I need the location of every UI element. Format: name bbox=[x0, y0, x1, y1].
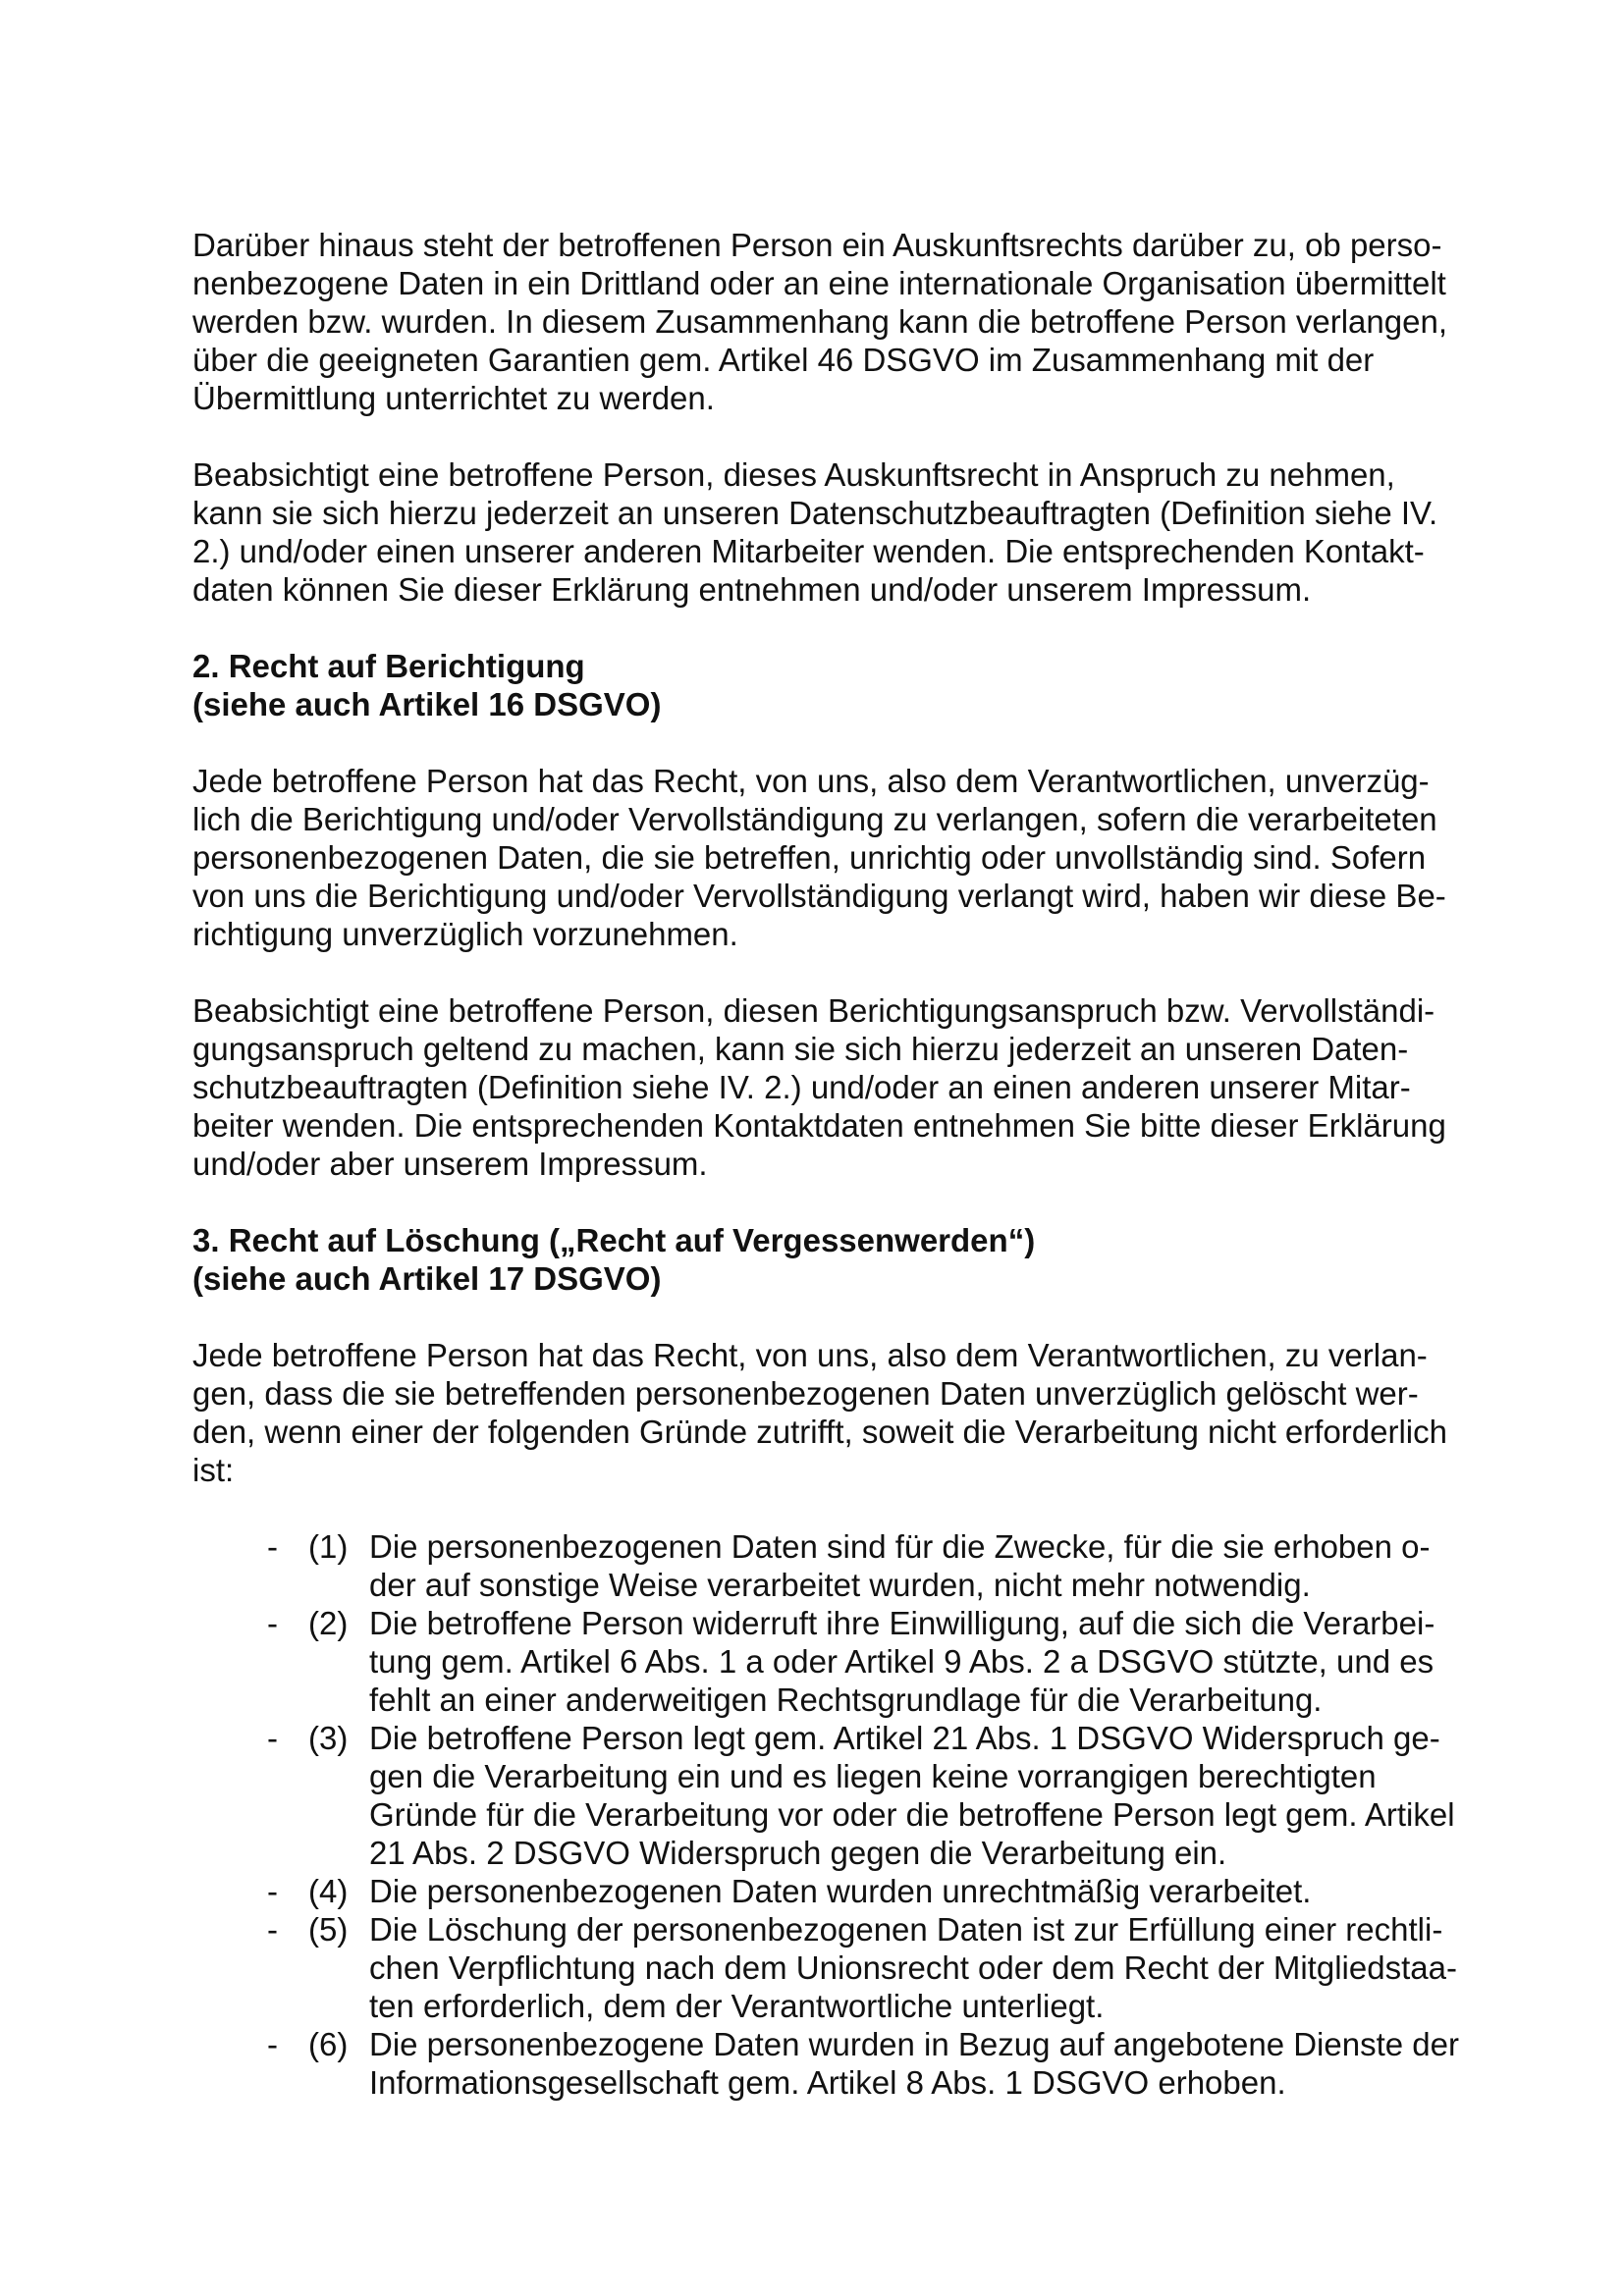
list-item-text bbox=[369, 2025, 1459, 2102]
list-dash: - bbox=[267, 1911, 278, 1948]
list-dash: - bbox=[267, 1528, 278, 1565]
list-number: (1) bbox=[308, 1528, 349, 1565]
text-line: über die geeigneten Garantien gem. Artikel 46 DSGVO im Zusammenhang mit der bbox=[192, 342, 1375, 378]
list-item-text bbox=[369, 1719, 1455, 1872]
text-line: Die personenbezogenen Daten sind für die Zwecke, für die sie erhoben o- bbox=[369, 1528, 1431, 1565]
text-line: kann sie sich hierzu jederzeit an unseren Datenschutzbeauftragten (Definition siehe IV. bbox=[192, 495, 1438, 531]
list-dash: - bbox=[267, 2026, 278, 2062]
text-line: lich die Berichtigung und/oder Vervollständigung zu verlangen, sofern die verarbeiteten bbox=[192, 801, 1437, 837]
text-line: schutzbeauftragten (Definition siehe IV. 2.) und/oder an einen anderen unserer Mitar- bbox=[192, 1069, 1411, 1105]
text-line: ist: bbox=[192, 1452, 235, 1488]
text-line: Jede betroffene Person hat das Recht, von uns, also dem Verantwortlichen, zu verlan- bbox=[192, 1337, 1428, 1373]
text-line: gungsanspruch geltend zu machen, kann sie sich hierzu jederzeit an unseren Daten- bbox=[192, 1031, 1409, 1067]
text-line: Übermittlung unterrichtet zu werden. bbox=[192, 380, 715, 416]
heading-title: 3. Recht auf Löschung („Recht auf Vergessenwerden“) bbox=[192, 1222, 1036, 1258]
list-item bbox=[192, 1527, 1483, 1604]
text-line: Beabsichtigt eine betroffene Person, diesen Berichtigungsanspruch bzw. Vervollständi- bbox=[192, 992, 1435, 1029]
list-number: (4) bbox=[308, 1873, 349, 1909]
list-number: (6) bbox=[308, 2026, 349, 2062]
list-item bbox=[192, 2025, 1483, 2102]
text-line: tung gem. Artikel 6 Abs. 1 a oder Artikel 9 Abs. 2 a DSGVO stützte, und es bbox=[369, 1643, 1435, 1680]
text-line: Beabsichtigt eine betroffene Person, dieses Auskunftsrecht in Anspruch zu nehmen, bbox=[192, 456, 1395, 493]
section-heading-erasure bbox=[192, 1221, 1483, 1298]
paragraph-access-right-contact bbox=[192, 455, 1483, 609]
list-item bbox=[192, 1910, 1483, 2025]
list-item bbox=[192, 1872, 1483, 1910]
text-line: Die personenbezogene Daten wurden in Bezug auf angebotene Dienste der bbox=[369, 2026, 1459, 2062]
text-line: 2.) und/oder einen unserer anderen Mitarbeiter wenden. Die entsprechenden Kontakt- bbox=[192, 533, 1425, 569]
text-line: der auf sonstige Weise verarbeitet wurden, nicht mehr notwendig. bbox=[369, 1567, 1311, 1603]
text-line: richtigung unverzüglich vorzunehmen. bbox=[192, 916, 738, 952]
section-heading-rectification bbox=[192, 647, 1483, 723]
text-line: Informationsgesellschaft gem. Artikel 8 Abs. 1 DSGVO erhoben. bbox=[369, 2064, 1286, 2101]
text-line: und/oder aber unserem Impressum. bbox=[192, 1146, 708, 1182]
text-line: den, wenn einer der folgenden Gründe zutrifft, soweit die Verarbeitung nicht erforderlich bbox=[192, 1414, 1447, 1450]
heading-title: 2. Recht auf Berichtigung bbox=[192, 648, 585, 684]
erasure-reasons-list bbox=[192, 1527, 1483, 2102]
paragraph-rectification-right bbox=[192, 762, 1483, 953]
text-line: beiter wenden. Die entsprechenden Kontaktdaten entnehmen Sie bitte dieser Erklärung bbox=[192, 1107, 1446, 1144]
text-line: Die betroffene Person widerruft ihre Einwilligung, auf die sich die Verarbei- bbox=[369, 1605, 1435, 1641]
text-line: chen Verpflichtung nach dem Unionsrecht oder dem Recht der Mitgliedstaa- bbox=[369, 1949, 1457, 1986]
list-item bbox=[192, 1719, 1483, 1872]
text-line: Die betroffene Person legt gem. Artikel 21 Abs. 1 DSGVO Widerspruch ge- bbox=[369, 1720, 1440, 1756]
text-line: von uns die Berichtigung und/oder Vervollständigung verlangt wird, haben wir diese Be- bbox=[192, 878, 1446, 914]
text-line: 21 Abs. 2 DSGVO Widerspruch gegen die Verarbeitung ein. bbox=[369, 1835, 1227, 1871]
text-line: Die Löschung der personenbezogenen Daten ist zur Erfüllung einer rechtli- bbox=[369, 1911, 1443, 1948]
list-dash: - bbox=[267, 1720, 278, 1756]
text-line: Gründe für die Verarbeitung vor oder die betroffene Person legt gem. Artikel bbox=[369, 1796, 1455, 1833]
text-line: werden bzw. wurden. In diesem Zusammenhang kann die betroffene Person verlangen, bbox=[192, 303, 1447, 340]
paragraph-third-country-transfer bbox=[192, 226, 1483, 417]
text-line: gen die Verarbeitung ein und es liegen keine vorrangigen berechtigten bbox=[369, 1758, 1377, 1794]
list-number: (5) bbox=[308, 1911, 349, 1948]
list-item-text bbox=[369, 1604, 1435, 1719]
list-number: (3) bbox=[308, 1720, 349, 1756]
list-item-text bbox=[369, 1872, 1311, 1910]
text-line: nenbezogene Daten in ein Drittland oder an eine internationale Organisation übermittelt bbox=[192, 265, 1446, 301]
document-page bbox=[192, 226, 1483, 2102]
paragraph-rectification-contact bbox=[192, 991, 1483, 1183]
list-dash: - bbox=[267, 1873, 278, 1909]
text-line: ten erforderlich, dem der Verantwortliche unterliegt. bbox=[369, 1988, 1105, 2024]
list-item-text bbox=[369, 1910, 1457, 2025]
list-dash: - bbox=[267, 1605, 278, 1641]
heading-reference: (siehe auch Artikel 17 DSGVO) bbox=[192, 1260, 662, 1297]
list-item-text bbox=[369, 1527, 1431, 1604]
text-line: Darüber hinaus steht der betroffenen Person ein Auskunftsrechts darüber zu, ob perso- bbox=[192, 227, 1442, 263]
heading-reference: (siehe auch Artikel 16 DSGVO) bbox=[192, 686, 662, 722]
text-line: Die personenbezogenen Daten wurden unrechtmäßig verarbeitet. bbox=[369, 1873, 1312, 1909]
text-line: fehlt an einer anderweitigen Rechtsgrundlage für die Verarbeitung. bbox=[369, 1682, 1323, 1718]
text-line: Jede betroffene Person hat das Recht, von uns, also dem Verantwortlichen, unverzüg- bbox=[192, 763, 1430, 799]
list-item bbox=[192, 1604, 1483, 1719]
text-line: personenbezogenen Daten, die sie betreffen, unrichtig oder unvollständig sind. Sofern bbox=[192, 839, 1427, 876]
text-line: daten können Sie dieser Erklärung entnehmen und/oder unserem Impressum. bbox=[192, 571, 1312, 608]
list-number: (2) bbox=[308, 1605, 349, 1641]
paragraph-erasure-right bbox=[192, 1336, 1483, 1489]
text-line: gen, dass die sie betreffenden personenbezogenen Daten unverzüglich gelöscht wer- bbox=[192, 1375, 1419, 1412]
